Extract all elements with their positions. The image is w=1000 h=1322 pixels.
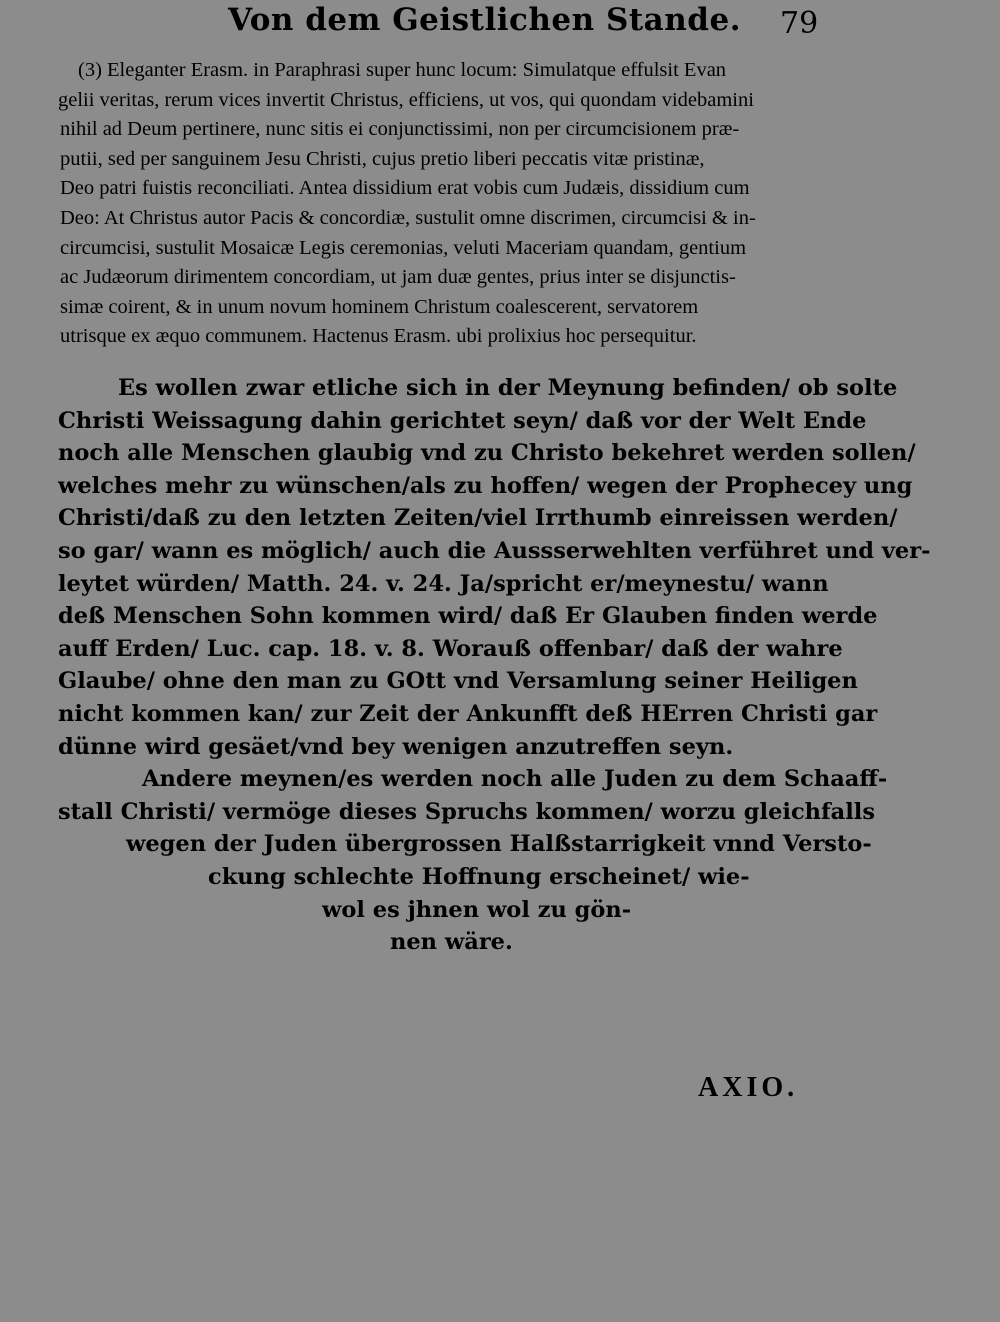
footnote-line: putii, sed per sanguinem Jesu Christi, cujus pretio liberi peccatis vitæ pristinæ, bbox=[60, 147, 705, 170]
text-line: nicht kommen kan/ zur Zeit der Ankunfft deß HErren Christi gar bbox=[58, 700, 878, 727]
main-text-block bbox=[58, 372, 931, 959]
text-line: nen wäre. bbox=[390, 929, 513, 956]
footnote-line: ac Judæorum dirimentem concordiam, ut jam duæ gentes, prius inter se disjunctis- bbox=[60, 266, 736, 289]
text-line: noch alle Menschen glaubig vnd zu Christo bekehret werden sollen/ bbox=[58, 440, 916, 467]
text-line: so gar/ wann es möglich/ auch die Aussserwehlten verführet und ver- bbox=[58, 537, 931, 564]
text-line: welches mehr zu wünschen/als zu hoffen/ wegen der Prophecey ung bbox=[58, 472, 913, 499]
text-line: ckung schlechte Hoffnung erscheinet/ wie- bbox=[208, 863, 750, 890]
footnote-line: circumcisi, sustulit Mosaicæ Legis ceremonias, veluti Maceriam quandam, gentium bbox=[60, 236, 747, 259]
text-line: leytet würden/ Matth. 24. v. 24. Ja/spricht er/meynestu/ wann bbox=[58, 570, 829, 597]
footnote-line: gelii veritas, rerum vices invertit Christus, efficiens, ut vos, qui quondam videbamini bbox=[58, 88, 754, 111]
text-line: Es wollen zwar etliche sich in der Meynung befinden/ ob solte bbox=[118, 375, 898, 401]
footnote-line: utrisque ex æquo communem. Hactenus Erasm. ubi prolixius hoc persequitur. bbox=[60, 325, 697, 348]
footnote-line: Deo patri fuistis reconciliati. Antea dissidium erat vobis cum Judæis, dissidium cum bbox=[60, 177, 750, 200]
footnote-line: nihil ad Deum pertinere, nunc sitis ei conjunctissimi, non per circumcisionem præ- bbox=[60, 118, 740, 141]
text-line: wegen der Juden übergrossen Halßstarrigkeit vnnd Versto- bbox=[126, 831, 872, 858]
text-line: dünne wird gesäet/vnd bey wenigen anzutreffen seyn. bbox=[58, 733, 734, 760]
page-number: 79 bbox=[780, 6, 819, 41]
text-line: Glaube/ ohne den man zu GOtt vnd Versamlung seiner Heiligen bbox=[58, 668, 858, 695]
running-head: Von dem Geistlichen Stande. bbox=[228, 2, 741, 38]
text-line: deß Menschen Sohn kommen wird/ daß Er Glauben finden werde bbox=[58, 603, 878, 630]
catchword: AXIO. bbox=[698, 1072, 799, 1103]
text-line: Andere meynen/es werden noch alle Juden zu dem Schaaff- bbox=[142, 766, 888, 793]
footnote-block bbox=[58, 56, 938, 352]
footnote-line: Deo: At Christus autor Pacis & concordiæ, sustulit omne discrimen, circumcisi & in- bbox=[60, 206, 756, 229]
text-line: Christi Weissagung dahin gerichtet seyn/ daß vor der Welt Ende bbox=[58, 407, 867, 434]
footnote-line: simæ coirent, & in unum novum hominem Christum coalescerent, servatorem bbox=[60, 295, 699, 318]
footnote-line: (3) Eleganter Erasm. in Paraphrasi super hunc locum: Simulatque effulsit Evan bbox=[78, 59, 727, 81]
text-line: wol es jhnen wol zu gön- bbox=[322, 896, 632, 923]
text-line: stall Christi/ vermöge dieses Spruchs kommen/ worzu gleichfalls bbox=[58, 798, 876, 825]
text-line: auff Erden/ Luc. cap. 18. v. 8. Worauß offenbar/ daß der wahre bbox=[58, 635, 843, 662]
text-line: Christi/daß zu den letzten Zeiten/viel Irrthumb einreissen werden/ bbox=[58, 505, 898, 532]
